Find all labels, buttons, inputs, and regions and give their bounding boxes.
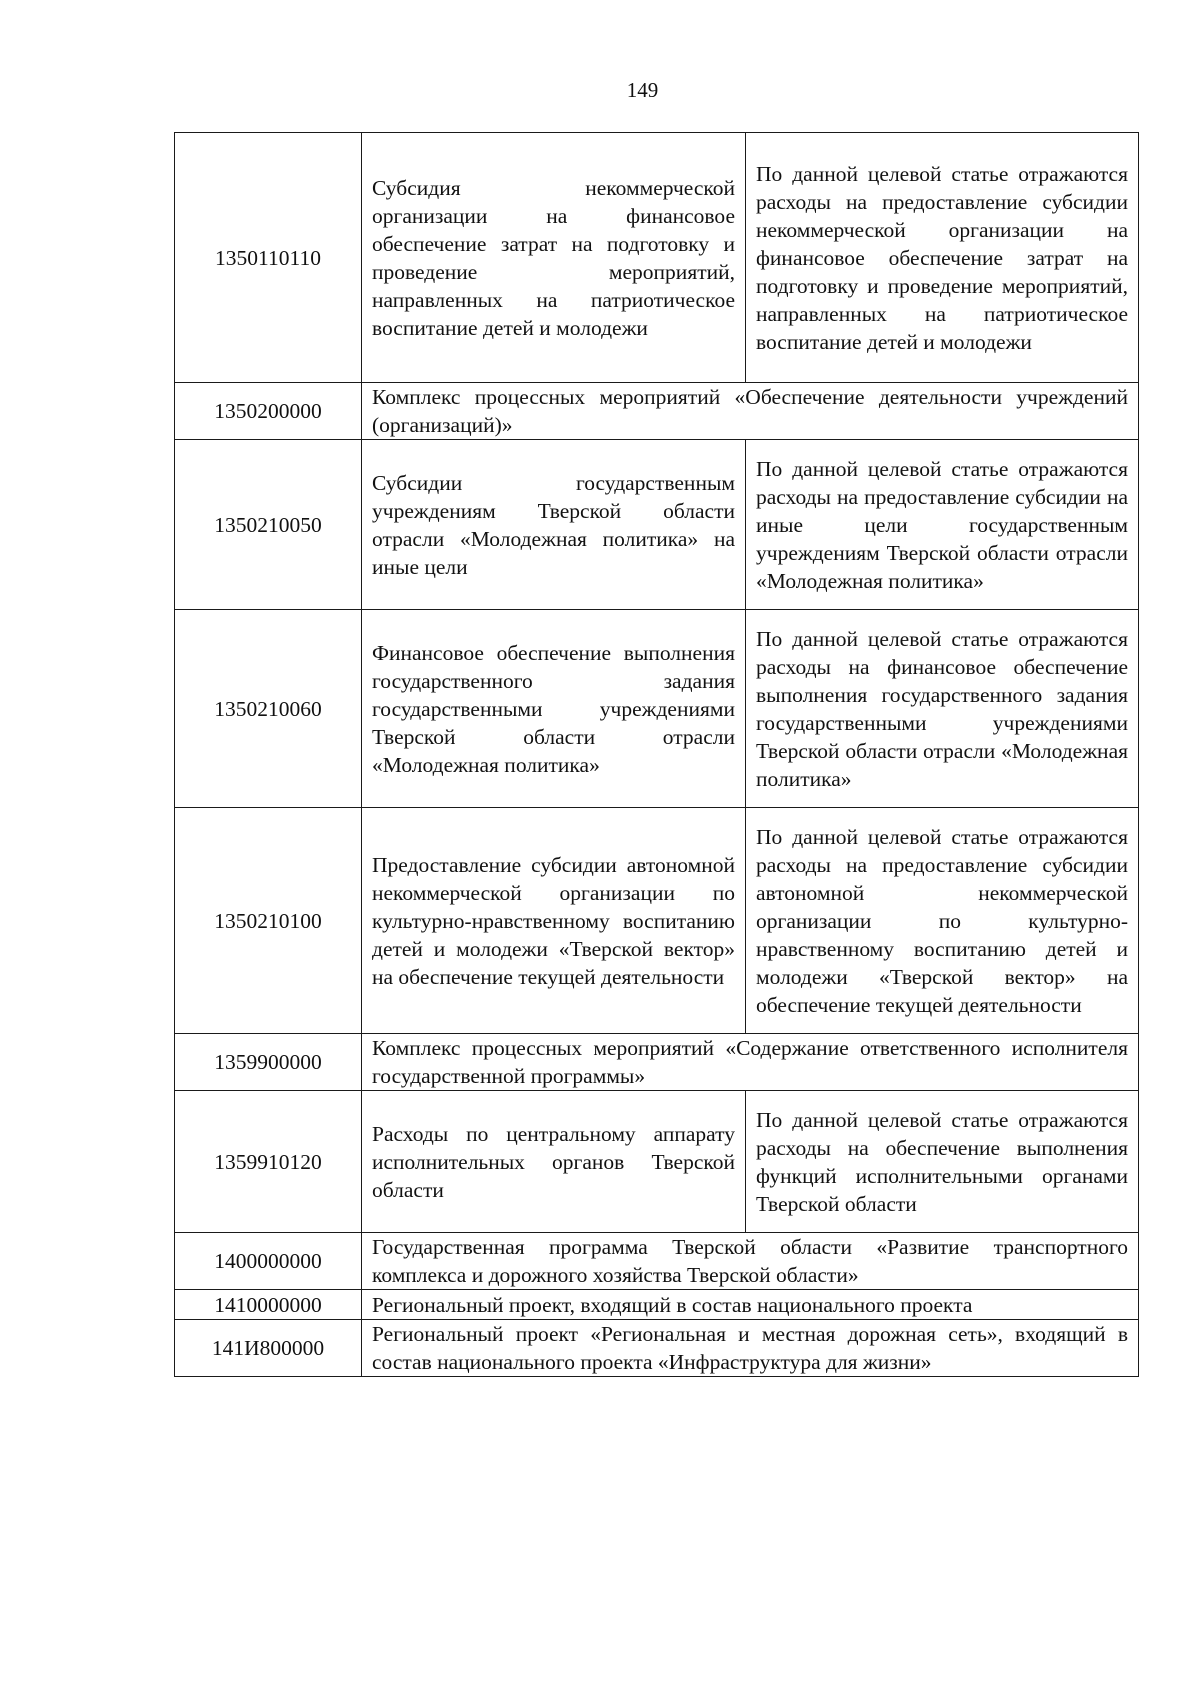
- row-title: Государственная программа Тверской области «Развитие транспортного комплекса и дорожного хозяйства Тверской области»: [362, 1233, 1139, 1290]
- row-code: 1410000000: [175, 1290, 362, 1320]
- row-name: Субсидии государственным учреждениям Тверской области отрасли «Молодежная политика» на иные цели: [362, 440, 746, 610]
- row-code: 141И800000: [175, 1320, 362, 1377]
- table-row: [175, 1320, 1139, 1377]
- row-code: 1359900000: [175, 1034, 362, 1091]
- table-row: [175, 1290, 1139, 1320]
- row-code: 1350110110: [175, 133, 362, 383]
- row-code: 1350200000: [175, 383, 362, 440]
- table-row: [175, 440, 1139, 610]
- row-code: 1350210060: [175, 610, 362, 808]
- table-row: [175, 1091, 1139, 1233]
- page-number: 149: [626, 78, 659, 102]
- table-row: [175, 133, 1139, 383]
- row-name: Субсидия некоммерческой организации на финансовое обеспечение затрат на подготовку и проведение мероприятий, направленных на патриотическое воспитание детей и молодежи: [362, 133, 746, 383]
- row-title: Комплекс процессных мероприятий «Обеспечение деятельности учреждений (организаций)»: [362, 383, 1139, 440]
- row-description: По данной целевой статье отражаются расходы на обеспечение выполнения функций исполнительными органами Тверской области: [746, 1091, 1139, 1233]
- row-code: 1350210100: [175, 808, 362, 1034]
- row-name: Предоставление субсидии автономной некоммерческой организации по культурно-нравственному воспитанию детей и молодежи «Тверской вектор» на обеспечение текущей деятельности: [362, 808, 746, 1034]
- table-row: [175, 1233, 1139, 1290]
- table-row: [175, 1034, 1139, 1091]
- row-description: По данной целевой статье отражаются расходы на предоставление субсидии некоммерческой организации на финансовое обеспечение затрат на подготовку и проведение мероприятий, направленных на патриотическое воспитание детей и молодежи: [746, 133, 1139, 383]
- row-code: 1350210050: [175, 440, 362, 610]
- row-description: По данной целевой статье отражаются расходы на предоставление субсидии на иные цели государственным учреждениям Тверской области отрасли «Молодежная политика»: [746, 440, 1139, 610]
- row-description: По данной целевой статье отражаются расходы на предоставление субсидии автономной некоммерческой организации по культурно-нравственному воспитанию детей и молодежи «Тверской вектор» на обеспечение текущей деятельности: [746, 808, 1139, 1034]
- row-title: Комплекс процессных мероприятий «Содержание ответственного исполнителя государственной программы»: [362, 1034, 1139, 1091]
- row-name: Финансовое обеспечение выполнения государственного задания государственными учреждениями Тверской области отрасли «Молодежная политика»: [362, 610, 746, 808]
- row-description: По данной целевой статье отражаются расходы на финансовое обеспечение выполнения государственного задания государственными учреждениями Тверской области отрасли «Молодежная политика»: [746, 610, 1139, 808]
- table-row: [175, 610, 1139, 808]
- row-code: 1400000000: [175, 1233, 362, 1290]
- row-title: Региональный проект «Региональная и местная дорожная сеть», входящий в состав национального проекта «Инфраструктура для жизни»: [362, 1320, 1139, 1377]
- table-row: [175, 383, 1139, 440]
- budget-classification-table: [174, 132, 1139, 1377]
- row-name: Расходы по центральному аппарату исполнительных органов Тверской области: [362, 1091, 746, 1233]
- row-title: Региональный проект, входящий в состав национального проекта: [362, 1290, 1139, 1320]
- table-row: [175, 808, 1139, 1034]
- row-code: 1359910120: [175, 1091, 362, 1233]
